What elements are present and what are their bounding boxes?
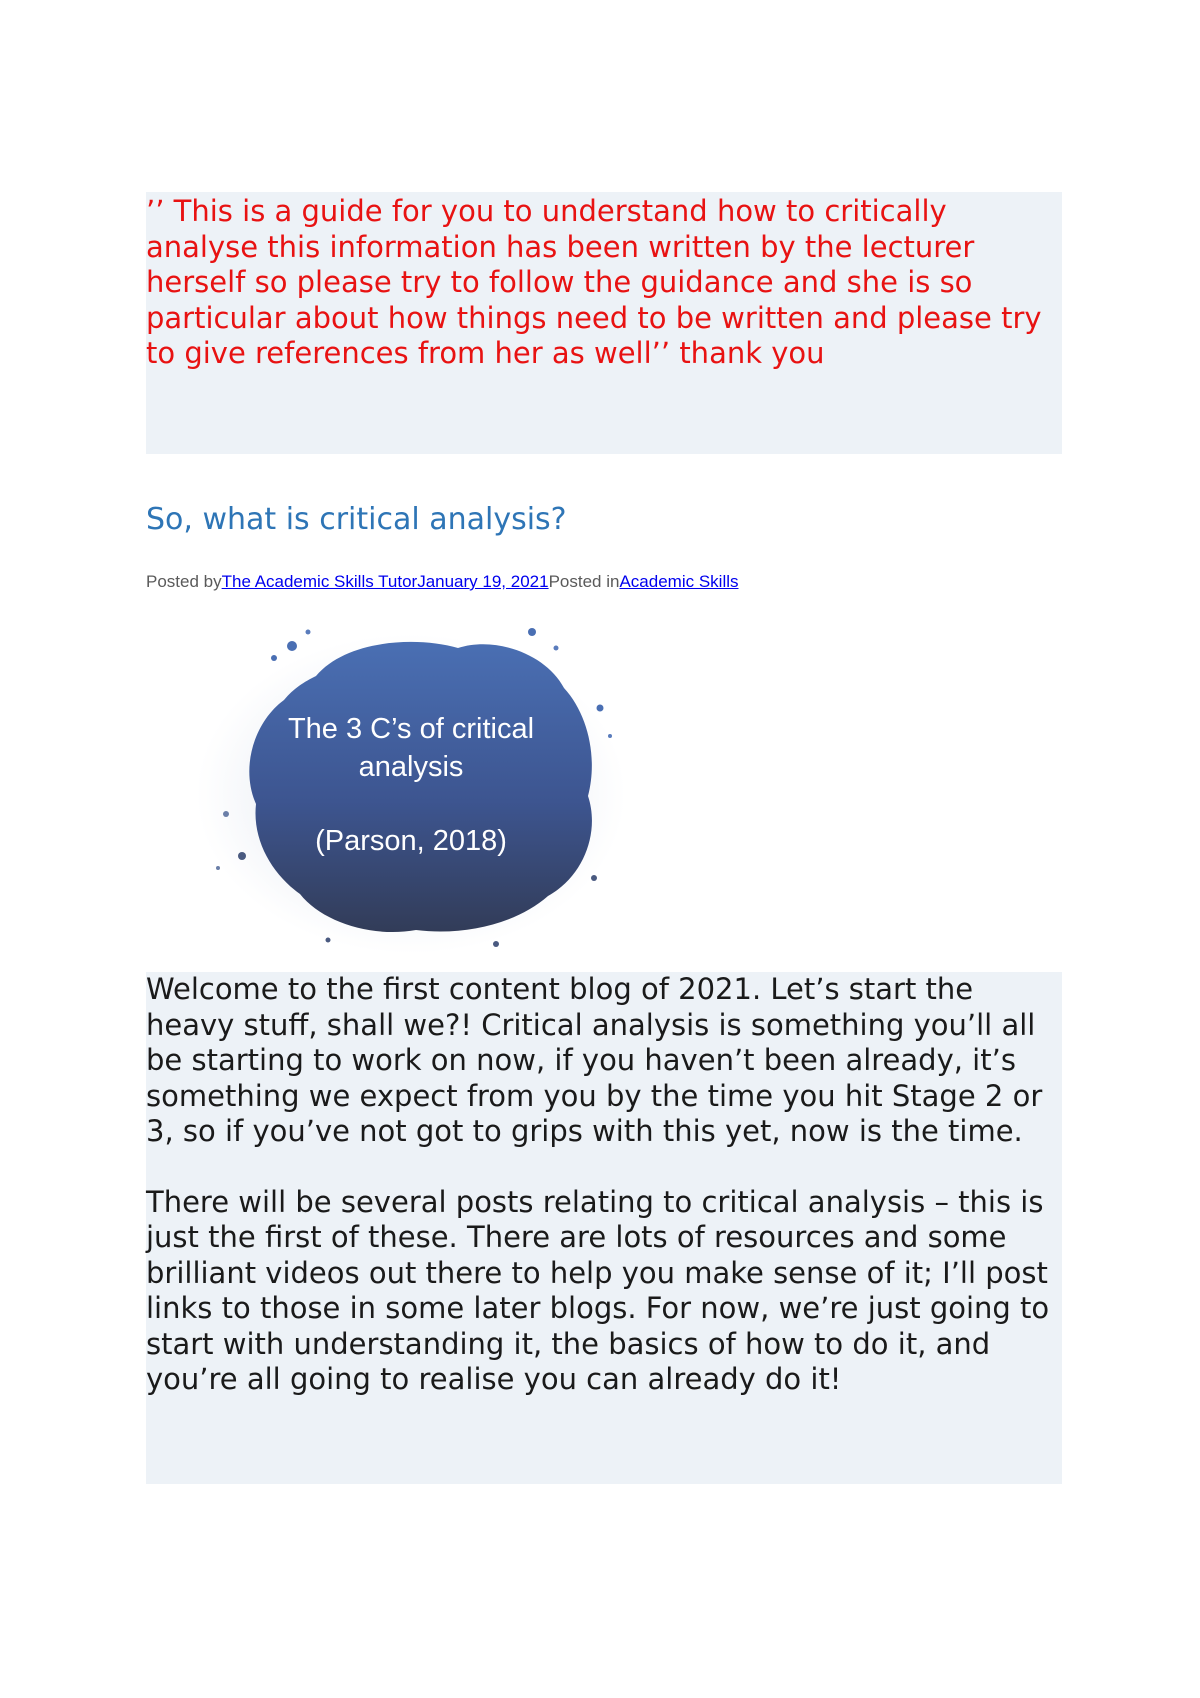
figure-caption-line1: The 3 C’s of critical bbox=[287, 713, 535, 745]
lecturer-note-box bbox=[146, 192, 1062, 454]
post-title: So, what is critical analysis? bbox=[146, 502, 567, 537]
posted-in-label: Posted in bbox=[548, 572, 620, 591]
figure-caption-line2: analysis bbox=[358, 751, 464, 783]
author-link[interactable]: The Academic Skills Tutor bbox=[221, 572, 418, 591]
body-paragraph-2: There will be several posts relating to critical analysis – this is just the first of these. There are lots of resources and some brilliant videos out there to help you make sense of it; I’ll post links to those in some later blogs. For now, we’re just going to start with understanding it, the basics of how to do it, and you’re all going to realise you can already do it! bbox=[146, 1184, 1050, 1396]
body-paragraph-1: Welcome to the first content blog of 2021. Let’s start the heavy stuff, shall we?! Critical analysis is something you’ll all be starting to work on now, if you haven’t been already, it’s something we expect from you by the time you hit Stage 2 or 3, so if you’ve not got to grips with this yet, now is the time. bbox=[146, 972, 1043, 1148]
figure-citation: (Parson, 2018) bbox=[315, 825, 507, 857]
post-meta bbox=[146, 571, 739, 593]
date-link[interactable]: January 19, 2021 bbox=[417, 572, 549, 591]
posted-by-label: Posted by bbox=[146, 572, 222, 591]
figure-caption bbox=[276, 710, 546, 860]
lecturer-note-text: ’’ This is a guide for you to understand how to critically analyse this information has been written by the lecturer herself so please try to follow the guidance and she is so particular about how things need to be written and please try to give references from her as well’’ thank you bbox=[146, 194, 1042, 370]
category-link[interactable]: Academic Skills bbox=[619, 572, 739, 591]
featured-image bbox=[196, 618, 632, 952]
post-body bbox=[146, 972, 1062, 1484]
